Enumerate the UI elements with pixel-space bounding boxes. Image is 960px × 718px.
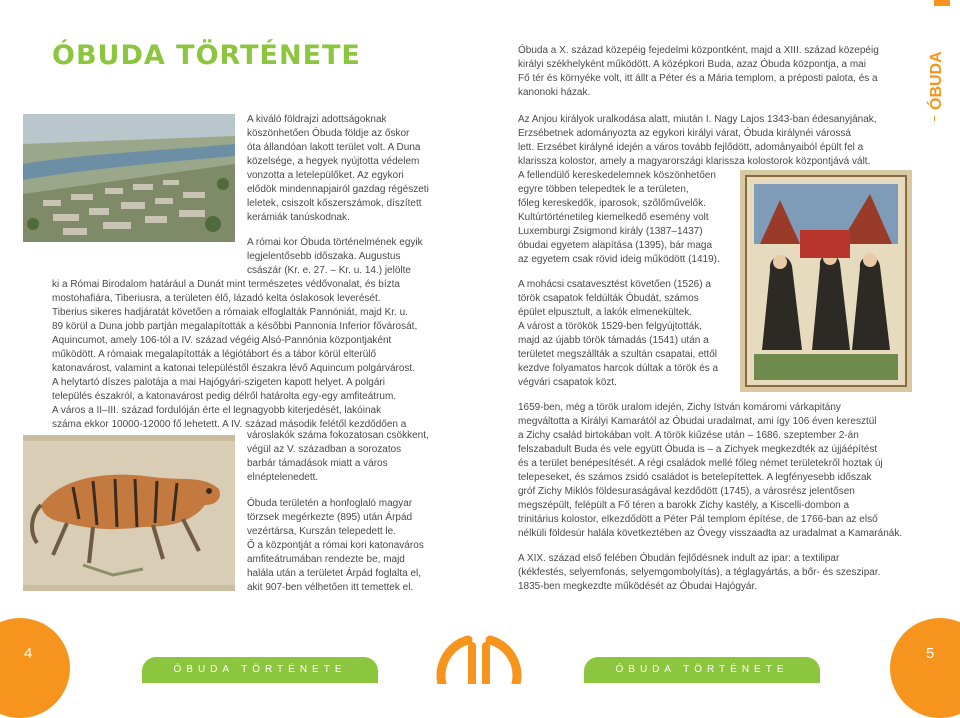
- logo-text: ÓBUDA: [928, 51, 945, 110]
- page-number-right: 5: [926, 645, 935, 662]
- left-corner-circle: [0, 618, 70, 718]
- zichy-era-paragraph: 1659-ben, még a török uralom idején, Zichy István komáromi várkapitány megváltotta a Királyi Kamarától az Óbudai uradalmat, ami így 106 éven keresztül a Zichy család birtokában volt. A török kiűzése után – 1686. szeptember 2-án felszabadult Buda és vele együtt Óbuda is – a Zichyek megkezdték az újjáépítést és a terület benépesítését. A régi családok mellé főleg német területekről hoztak új telepeseket, és számos zsidó családot is betelepítettek. A legfényesebb időszak gróf Zichy Miklós földesuraságával kezdődött (1745), a városrész jelentősen megszépült, felépült a Fő téren a barokk Zichy kastély, a Kiscelli-dombon a trinitárius kolostor, elkezdődött a Péter Pál templom építése, de 1766-ban az első nélküli földesúr halála következtében az Óvegy visszaadta az uradalmat a Kamaránák.: [518, 402, 903, 539]
- turkish-era-paragraph: A mohácsi csatavesztést követően (1526) a török csapatok feldúlták Óbudát, számos épület elpusztult, a lakók elmenekültek. A várost a törökök 1529-ben felgyújtották, majd az újabb török támadás (1541) után a területet megszállták a szultán csapatai, ettől kezdve folyamatos harcok dúltak a török és a végvári csapatok közt.: [518, 279, 719, 388]
- center-logo-mark-icon: [428, 624, 530, 684]
- obuda-logo: [925, 32, 945, 112]
- intro-paragraph: A kiváló földrajzi adottságoknak köszönhetően Óbuda földje az őskor óta állandóan lakott terület volt. A Duna közelsége, a hegyek nyújtotta védelem vonzotta a letelepülőket. Az egykori elődök mindennapjairól gazdag régészeti leletek, csiszolt kőszerszámok, díszített kerámiák tanúskodnak.: [247, 114, 429, 223]
- roman-mosaic-image: [23, 435, 235, 591]
- industry-paragraph: A XIX. század első felében Óbudán fejlődésnek indult az ipar: a textilipar (kékfestés, selyemfonás, selyemgombolyítás), a téglagyártás, a bőr- és szeszipar. 1835-ben megkezdte működését az Óbudai Hajógyár.: [518, 553, 881, 592]
- right-corner-circle: [890, 618, 960, 718]
- top-accent-bar: [934, 0, 950, 6]
- logo-divider: [934, 116, 935, 121]
- hungarian-conquest-paragraph: Óbuda területén a honfoglaló magyar törzsek megérkezte (895) után Árpád vezértársa, Kurszán telepedett le. Ő a központját a római kori katonaváros amfiteátrumában rendezte be, majd halála után a területet Árpád foglalta el, akit 907-ben vélhetően itt temettek el.: [247, 498, 424, 593]
- page-number-left: 4: [24, 645, 33, 662]
- medieval-illustration: [740, 170, 912, 392]
- aerial-photo: [23, 114, 235, 242]
- roman-era-intro: A római kor Óbuda történelmének egyik legjelentősebb időszaka. Augustus császár (Kr. e. 27. – Kr. u. 14.) jelölte: [247, 237, 423, 276]
- page-title: ÓBUDA TÖRTÉNETE: [52, 40, 361, 71]
- roman-era-paragraph: ki a Római Birodalom határául a Dunát mint természetes védővonalat, és bízta mostohafiára, Tiberiusra, a területen élő, lázadó kelta óslakosok leverését. Tiberius sikeres hadjáratát követően a rómaiak elfoglalták Pannóniát, majd Kr. u. 89 körül a Duna jobb partján megalapították a későbbi Pannonia Inferior fővárosát, Aquincumot, amely 106-tól a IV. század végéig Alsó-Pannónia központjaként működött. A rómaiak megalapították a légiótábort és a tábor körül elterülő katonavárost, valamint a katonai településtől északra lévő Aquincum polgárvárost. A helytartó díszes palotája a mai Hajógyári-szigeten kapott helyet. A polgári település északról, a katonavárost pedig délről határolta egy-egy amfiteátrum. A város a II–III. század fordulóján érte el legnagyobb kiterjedését, lakóinak száma ekkor 10000-12000 fő lehetett. A IV. század második felétől kezdődően a: [52, 279, 418, 430]
- medieval-paragraph: Óbuda a X. század közepéig fejedelmi központként, majd a XIII. század közepéig királyi székhelyként működött. A középkori Buda, azaz Óbuda központja, a mai Fő tér és környéke volt, itt állt a Péter és a Mária templom, a préposti palota, és a kanonoki házak.: [518, 45, 879, 98]
- footer-label-right: ÓBUDA TÖRTÉNETE: [584, 657, 820, 683]
- anjou-paragraph: Az Anjou királyok uralkodása alatt, miután I. Nagy Lajos 1343-ban édesanyjának, Erzsébetnek adományozta az egykori királyi várat, Óbuda királynéi várossá lett. Erzsébet királyné idején a város tovább fejlődött, adományaiból épült fel a klarissza kolostor, amely a magyarországi klarissza kolostorok központjává vált. A fellendülő kereskedelemnek köszönhetően egyre többen telepedtek le a területen, főleg kereskedők, iparosok, szőlőművelők. Kultúrtörténetileg kiemelkedő esemény volt Luxemburgi Zsigmond király (1387–1437) óbudai egyetem alapítása (1395), bár maga az egyetem csak rövid ideig működött (1419).: [518, 114, 877, 265]
- footer-label-left: ÓBUDA TÖRTÉNETE: [142, 657, 378, 683]
- decline-paragraph: városlakók száma fokozatosan csökkent, végül az V. században a sorozatos barbár támadások miatt a város elnéptelenedett.: [247, 430, 429, 483]
